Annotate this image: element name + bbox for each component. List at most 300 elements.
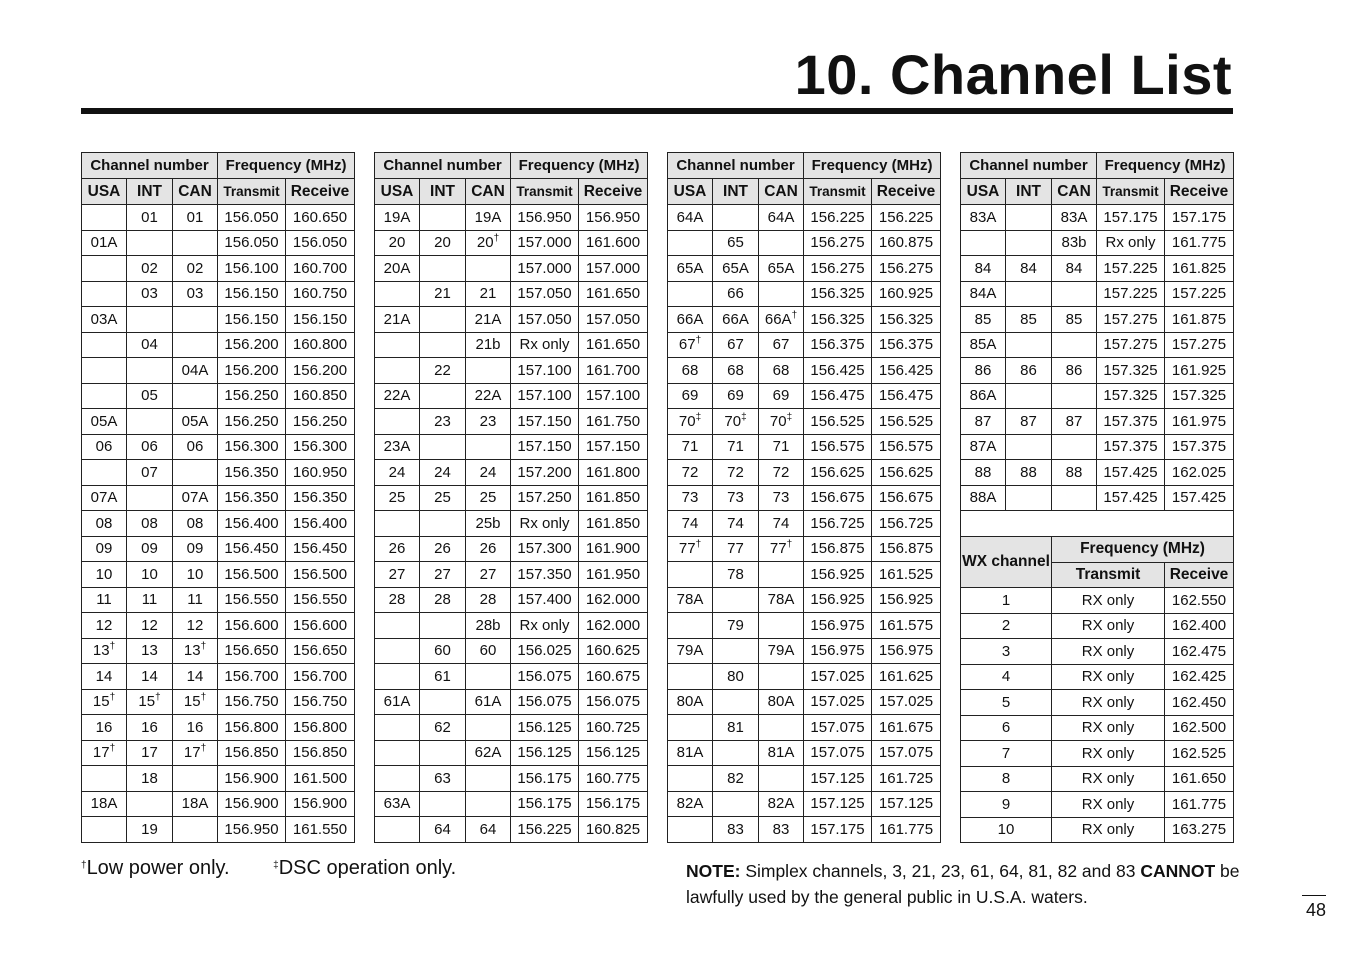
usa-channel-cell: 17† <box>82 740 127 766</box>
int-channel-cell <box>420 434 466 460</box>
int-channel-cell: 22 <box>420 358 466 384</box>
can-channel-cell <box>759 562 804 588</box>
int-channel-cell: 61 <box>420 664 466 690</box>
usa-channel-cell: 11 <box>82 587 127 613</box>
usa-channel-cell: 77† <box>668 536 713 562</box>
can-channel-cell: 74 <box>759 511 804 537</box>
can-channel-cell: 23 <box>466 409 511 435</box>
table-row <box>82 281 355 307</box>
can-channel-cell: 14 <box>173 664 218 690</box>
usa-channel-cell <box>82 358 127 384</box>
can-channel-cell: 10 <box>173 562 218 588</box>
table-row <box>82 434 355 460</box>
wx-table-row <box>961 588 1234 614</box>
int-channel-cell <box>127 358 173 384</box>
can-channel-cell <box>759 766 804 792</box>
usa-channel-cell <box>375 817 420 843</box>
wx-table-row <box>961 715 1234 741</box>
transmit-freq-cell: 157.375 <box>1097 434 1165 460</box>
usa-channel-cell <box>375 638 420 664</box>
receive-freq-cell: 160.775 <box>579 766 648 792</box>
wx-channel-cell: 4 <box>961 664 1052 690</box>
transmit-freq-cell: 157.050 <box>511 281 579 307</box>
usa-channel-cell: 84A <box>961 281 1006 307</box>
table-row <box>375 638 648 664</box>
table-row <box>375 383 648 409</box>
transmit-freq-cell: 157.275 <box>1097 307 1165 333</box>
usa-channel-cell: 79A <box>668 638 713 664</box>
table-row <box>375 460 648 486</box>
can-channel-cell <box>466 715 511 741</box>
page-title: 10. Channel List <box>794 43 1232 106</box>
can-channel-cell: 15† <box>173 689 218 715</box>
receive-freq-cell: 157.075 <box>872 740 941 766</box>
usa-channel-cell: 68 <box>668 358 713 384</box>
int-channel-cell: 67 <box>713 332 759 358</box>
int-channel-cell: 78 <box>713 562 759 588</box>
can-channel-cell: 71 <box>759 434 804 460</box>
usa-channel-cell <box>375 358 420 384</box>
wx-channel-cell: 1 <box>961 588 1052 614</box>
table-row <box>961 358 1234 384</box>
receive-freq-cell: 156.975 <box>872 638 941 664</box>
usa-channel-cell: 07A <box>82 485 127 511</box>
receive-freq-cell: 162.000 <box>579 613 648 639</box>
usa-channel-cell: 23A <box>375 434 420 460</box>
int-channel-cell: 14 <box>127 664 173 690</box>
wx-receive-cell: 162.475 <box>1165 639 1234 665</box>
table-row <box>961 485 1234 511</box>
int-channel-cell: 05 <box>127 383 173 409</box>
transmit-freq-cell: 156.675 <box>804 485 872 511</box>
wx-receive-header: Receive <box>1165 562 1234 588</box>
can-channel-cell <box>173 383 218 409</box>
int-channel-cell: 02 <box>127 256 173 282</box>
can-channel-cell: 83A <box>1052 205 1097 231</box>
usa-channel-cell <box>375 409 420 435</box>
receive-freq-cell: 156.325 <box>872 307 941 333</box>
note-block <box>686 858 1246 910</box>
transmit-freq-cell: 157.025 <box>804 689 872 715</box>
receive-freq-cell: 156.625 <box>872 460 941 486</box>
receive-freq-cell: 160.800 <box>286 332 355 358</box>
int-channel-cell <box>713 205 759 231</box>
usa-channel-cell <box>668 281 713 307</box>
wx-receive-cell: 162.425 <box>1165 664 1234 690</box>
transmit-freq-cell: 157.175 <box>1097 205 1165 231</box>
transmit-freq-cell: 156.750 <box>218 689 286 715</box>
receive-freq-cell: 161.775 <box>872 817 941 843</box>
int-channel-cell: 16 <box>127 715 173 741</box>
wx-transmit-cell: RX only <box>1052 588 1165 614</box>
int-channel-cell: 27 <box>420 562 466 588</box>
header-row-columns <box>82 179 355 205</box>
transmit-freq-cell: 156.050 <box>218 205 286 231</box>
receive-freq-cell: 161.825 <box>1165 256 1234 282</box>
header-row-columns <box>668 179 941 205</box>
note-text-end: be lawfully used by the general public in U.S.A. waters. <box>686 861 1240 907</box>
transmit-freq-cell: 157.400 <box>511 587 579 613</box>
can-channel-cell: 28 <box>466 587 511 613</box>
usa-channel-cell: 27 <box>375 562 420 588</box>
receive-freq-cell: 161.950 <box>579 562 648 588</box>
table-row <box>668 740 941 766</box>
int-channel-cell: 07 <box>127 460 173 486</box>
transmit-freq-cell: 157.375 <box>1097 409 1165 435</box>
can-channel-cell: 13† <box>173 638 218 664</box>
table-row <box>668 307 941 333</box>
usa-channel-cell <box>961 230 1006 256</box>
can-channel-cell: 83 <box>759 817 804 843</box>
int-channel-cell: 10 <box>127 562 173 588</box>
note-label: NOTE: <box>686 861 741 881</box>
int-channel-cell <box>420 332 466 358</box>
table-row <box>961 409 1234 435</box>
can-channel-cell: 21b <box>466 332 511 358</box>
transmit-freq-cell: 156.500 <box>218 562 286 588</box>
table-row <box>668 205 941 231</box>
wx-channel-cell: 8 <box>961 766 1052 792</box>
receive-freq-cell: 156.750 <box>286 689 355 715</box>
transmit-freq-cell: 157.325 <box>1097 383 1165 409</box>
table-row <box>668 817 941 843</box>
receive-freq-cell: 160.675 <box>579 664 648 690</box>
receive-freq-cell: 161.550 <box>286 817 355 843</box>
receive-freq-cell: 160.825 <box>579 817 648 843</box>
transmit-freq-cell: 156.975 <box>804 613 872 639</box>
can-channel-cell: 11 <box>173 587 218 613</box>
channel-number-header: Channel number <box>961 153 1097 179</box>
transmit-freq-cell: 156.700 <box>218 664 286 690</box>
usa-channel-cell: 84 <box>961 256 1006 282</box>
can-channel-cell: 17† <box>173 740 218 766</box>
int-channel-cell: 09 <box>127 536 173 562</box>
can-channel-cell: 84 <box>1052 256 1097 282</box>
usa-header: USA <box>668 179 713 205</box>
receive-freq-cell: 156.525 <box>872 409 941 435</box>
transmit-freq-cell: 157.225 <box>1097 281 1165 307</box>
usa-channel-cell: 88A <box>961 485 1006 511</box>
transmit-freq-cell: 156.975 <box>804 638 872 664</box>
receive-freq-cell: 161.875 <box>1165 307 1234 333</box>
table-row <box>82 230 355 256</box>
transmit-freq-cell: 156.600 <box>218 613 286 639</box>
usa-channel-cell: 16 <box>82 715 127 741</box>
transmit-freq-cell: 157.150 <box>511 434 579 460</box>
int-channel-cell: 18 <box>127 766 173 792</box>
wx-receive-cell: 162.450 <box>1165 690 1234 716</box>
table-row <box>375 281 648 307</box>
wx-transmit-cell: RX only <box>1052 664 1165 690</box>
channel-number-header: Channel number <box>668 153 804 179</box>
can-channel-cell <box>173 307 218 333</box>
can-channel-cell <box>466 664 511 690</box>
table-row <box>961 383 1234 409</box>
usa-channel-cell <box>668 664 713 690</box>
receive-freq-cell: 161.975 <box>1165 409 1234 435</box>
table-row <box>961 205 1234 231</box>
transmit-freq-cell: 156.050 <box>218 230 286 256</box>
transmit-freq-cell: 156.350 <box>218 460 286 486</box>
int-channel-cell <box>1006 485 1052 511</box>
transmit-freq-cell: 156.175 <box>511 791 579 817</box>
wx-transmit-cell: RX only <box>1052 792 1165 818</box>
can-channel-cell: 79A <box>759 638 804 664</box>
header-row-group <box>82 153 355 179</box>
table-row <box>961 332 1234 358</box>
wx-table-row <box>961 639 1234 665</box>
usa-header: USA <box>375 179 420 205</box>
receive-freq-cell: 156.350 <box>286 485 355 511</box>
can-channel-cell: 78A <box>759 587 804 613</box>
table-row <box>82 256 355 282</box>
usa-channel-cell <box>82 332 127 358</box>
table-row <box>375 689 648 715</box>
table-row <box>82 740 355 766</box>
usa-channel-cell: 66A <box>668 307 713 333</box>
receive-freq-cell: 157.225 <box>1165 281 1234 307</box>
header-row-group <box>375 153 648 179</box>
table-row <box>668 715 941 741</box>
usa-channel-cell: 28 <box>375 587 420 613</box>
table-row <box>82 511 355 537</box>
transmit-freq-cell: 156.275 <box>804 230 872 256</box>
int-channel-cell: 65 <box>713 230 759 256</box>
double-dagger-mark: ‡ <box>273 860 279 871</box>
receive-freq-cell: 161.600 <box>579 230 648 256</box>
usa-channel-cell: 87A <box>961 434 1006 460</box>
usa-channel-cell: 21A <box>375 307 420 333</box>
can-header: CAN <box>759 179 804 205</box>
table-row <box>668 332 941 358</box>
can-channel-cell <box>466 766 511 792</box>
int-channel-cell <box>420 689 466 715</box>
usa-channel-cell: 20 <box>375 230 420 256</box>
table-row <box>375 740 648 766</box>
receive-freq-cell: 156.300 <box>286 434 355 460</box>
transmit-freq-cell: 156.200 <box>218 332 286 358</box>
can-channel-cell: 03 <box>173 281 218 307</box>
usa-channel-cell: 80A <box>668 689 713 715</box>
receive-freq-cell: 157.000 <box>579 256 648 282</box>
int-channel-cell <box>127 307 173 333</box>
int-channel-cell <box>127 791 173 817</box>
can-channel-cell: 27 <box>466 562 511 588</box>
usa-channel-cell: 74 <box>668 511 713 537</box>
table-row <box>668 358 941 384</box>
table-row <box>668 664 941 690</box>
int-channel-cell: 03 <box>127 281 173 307</box>
can-channel-cell <box>466 358 511 384</box>
table-row <box>668 383 941 409</box>
receive-freq-cell: 156.675 <box>872 485 941 511</box>
table-row <box>375 205 648 231</box>
wx-channel-cell: 10 <box>961 817 1052 843</box>
table-row <box>82 383 355 409</box>
transmit-freq-cell: 156.300 <box>218 434 286 460</box>
transmit-freq-cell: 156.900 <box>218 791 286 817</box>
table-row <box>82 817 355 843</box>
int-channel-cell: 17 <box>127 740 173 766</box>
wx-channel-cell: 2 <box>961 613 1052 639</box>
wx-channel-cell: 5 <box>961 690 1052 716</box>
transmit-freq-cell: 157.325 <box>1097 358 1165 384</box>
receive-freq-cell: 160.725 <box>579 715 648 741</box>
usa-channel-cell: 19A <box>375 205 420 231</box>
table-row <box>375 409 648 435</box>
receive-freq-cell: 161.700 <box>579 358 648 384</box>
int-channel-cell: 77 <box>713 536 759 562</box>
can-channel-cell: 77† <box>759 536 804 562</box>
table-row <box>82 485 355 511</box>
table-row <box>668 536 941 562</box>
wx-receive-cell: 162.400 <box>1165 613 1234 639</box>
usa-channel-cell <box>82 205 127 231</box>
transmit-freq-cell: 157.000 <box>511 256 579 282</box>
can-channel-cell: 02 <box>173 256 218 282</box>
table-row <box>961 460 1234 486</box>
usa-channel-cell <box>668 613 713 639</box>
can-channel-cell: 80A <box>759 689 804 715</box>
transmit-freq-cell: 157.425 <box>1097 485 1165 511</box>
usa-channel-cell <box>668 715 713 741</box>
wx-table-row <box>961 664 1234 690</box>
transmit-freq-cell: 156.950 <box>511 205 579 231</box>
receive-freq-cell: 156.175 <box>579 791 648 817</box>
wx-transmit-header: Transmit <box>1052 562 1165 588</box>
transmit-freq-cell: 156.800 <box>218 715 286 741</box>
transmit-freq-cell: 156.625 <box>804 460 872 486</box>
int-channel-cell <box>1006 205 1052 231</box>
receive-freq-cell: 157.025 <box>872 689 941 715</box>
int-channel-cell <box>713 791 759 817</box>
usa-channel-cell <box>82 383 127 409</box>
can-channel-cell: 88 <box>1052 460 1097 486</box>
receive-freq-cell: 162.000 <box>579 587 648 613</box>
transmit-freq-cell: 156.250 <box>218 409 286 435</box>
int-channel-cell: 85 <box>1006 307 1052 333</box>
int-channel-cell: 06 <box>127 434 173 460</box>
can-channel-cell <box>466 434 511 460</box>
table-row <box>82 562 355 588</box>
usa-channel-cell <box>82 460 127 486</box>
receive-freq-cell: 156.650 <box>286 638 355 664</box>
int-channel-cell: 69 <box>713 383 759 409</box>
can-channel-cell: 19A <box>466 205 511 231</box>
spacer-row <box>961 511 1234 537</box>
usa-channel-cell <box>82 256 127 282</box>
can-channel-cell <box>1052 281 1097 307</box>
usa-channel-cell: 82A <box>668 791 713 817</box>
int-channel-cell: 74 <box>713 511 759 537</box>
receive-freq-cell: 160.875 <box>872 230 941 256</box>
can-channel-cell: 69 <box>759 383 804 409</box>
receive-freq-cell: 161.650 <box>579 281 648 307</box>
receive-freq-cell: 157.325 <box>1165 383 1234 409</box>
can-channel-cell: 86 <box>1052 358 1097 384</box>
can-channel-cell: 62A <box>466 740 511 766</box>
int-channel-cell: 86 <box>1006 358 1052 384</box>
int-channel-cell: 87 <box>1006 409 1052 435</box>
footnote-low-power-text: Low power only. <box>86 857 230 879</box>
table-row <box>375 256 648 282</box>
table-row <box>82 689 355 715</box>
can-channel-cell <box>173 332 218 358</box>
int-channel-cell: 82 <box>713 766 759 792</box>
usa-channel-cell: 05A <box>82 409 127 435</box>
transmit-freq-cell: 156.150 <box>218 307 286 333</box>
int-channel-cell <box>420 307 466 333</box>
table-row <box>375 485 648 511</box>
can-channel-cell: 22A <box>466 383 511 409</box>
receive-header: Receive <box>1165 179 1234 205</box>
int-channel-cell <box>1006 332 1052 358</box>
receive-freq-cell: 156.850 <box>286 740 355 766</box>
usa-header: USA <box>82 179 127 205</box>
transmit-freq-cell: 157.425 <box>1097 460 1165 486</box>
table-row <box>668 434 941 460</box>
usa-channel-cell: 25 <box>375 485 420 511</box>
table-row <box>82 715 355 741</box>
receive-freq-cell: 160.750 <box>286 281 355 307</box>
usa-channel-cell: 24 <box>375 460 420 486</box>
transmit-freq-cell: Rx only <box>511 613 579 639</box>
can-channel-cell: 07A <box>173 485 218 511</box>
can-channel-cell: 08 <box>173 511 218 537</box>
table-row <box>82 791 355 817</box>
usa-channel-cell: 15† <box>82 689 127 715</box>
transmit-freq-cell: 156.025 <box>511 638 579 664</box>
table-row <box>668 766 941 792</box>
can-channel-cell: 65A <box>759 256 804 282</box>
table-row <box>375 562 648 588</box>
transmit-freq-cell: 156.100 <box>218 256 286 282</box>
receive-freq-cell: 156.225 <box>872 205 941 231</box>
usa-channel-cell: 81A <box>668 740 713 766</box>
int-channel-cell <box>1006 281 1052 307</box>
receive-freq-cell: 161.650 <box>579 332 648 358</box>
usa-channel-cell: 69 <box>668 383 713 409</box>
receive-freq-cell: 156.600 <box>286 613 355 639</box>
wx-receive-cell: 162.500 <box>1165 715 1234 741</box>
int-channel-cell: 65A <box>713 256 759 282</box>
int-channel-cell: 23 <box>420 409 466 435</box>
header-row-columns <box>961 179 1234 205</box>
transmit-freq-cell: 156.125 <box>511 715 579 741</box>
int-channel-cell <box>1006 230 1052 256</box>
usa-channel-cell <box>375 740 420 766</box>
table-row <box>668 587 941 613</box>
usa-channel-cell: 72 <box>668 460 713 486</box>
table-row <box>375 766 648 792</box>
receive-freq-cell: 157.275 <box>1165 332 1234 358</box>
wx-table-row <box>961 766 1234 792</box>
footnotes <box>81 857 494 880</box>
transmit-freq-cell: 156.650 <box>218 638 286 664</box>
wx-table-row <box>961 817 1234 843</box>
can-channel-cell <box>1052 434 1097 460</box>
transmit-freq-cell: 156.850 <box>218 740 286 766</box>
wx-receive-cell: 161.650 <box>1165 766 1234 792</box>
can-channel-cell: 20† <box>466 230 511 256</box>
can-channel-cell: 64 <box>466 817 511 843</box>
transmit-freq-cell: 156.400 <box>218 511 286 537</box>
table-row <box>668 511 941 537</box>
usa-channel-cell: 87 <box>961 409 1006 435</box>
usa-channel-cell: 06 <box>82 434 127 460</box>
int-channel-cell: 84 <box>1006 256 1052 282</box>
usa-channel-cell: 88 <box>961 460 1006 486</box>
